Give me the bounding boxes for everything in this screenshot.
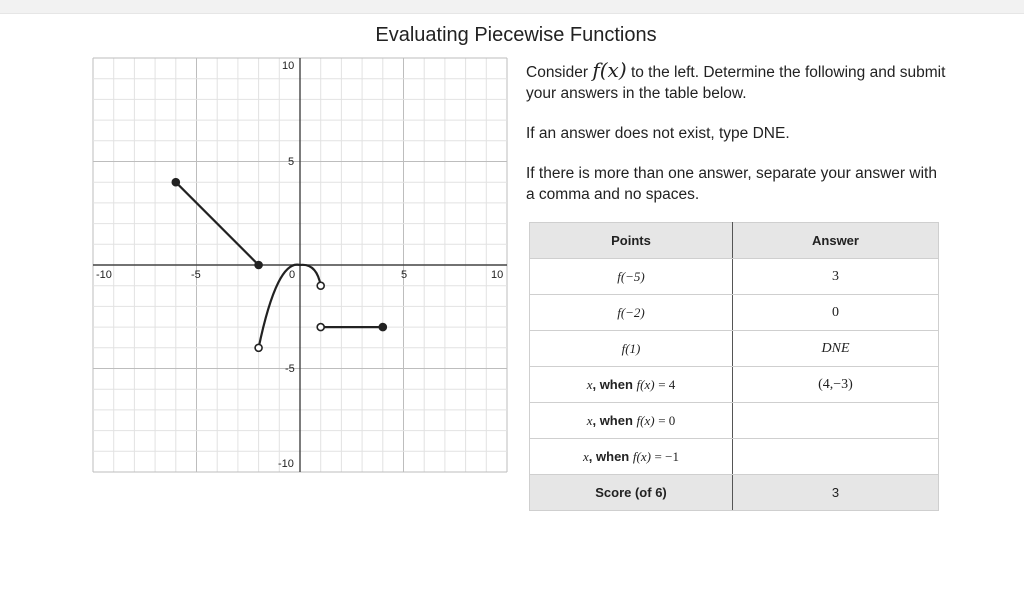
x-tick-label: 10: [491, 269, 504, 281]
point-expression: x, when f(x) = 0: [530, 403, 733, 439]
y-tick-label: -10: [278, 458, 294, 470]
closed-endpoint: [379, 324, 386, 331]
x-tick-label: 0: [289, 269, 296, 281]
answer-cell[interactable]: [733, 403, 939, 439]
instructions-line-2: If an answer does not exist, type DNE.: [526, 125, 790, 142]
score-value: 3: [733, 475, 939, 511]
answer-cell[interactable]: (4,−3): [733, 367, 939, 403]
point-expression: f(1): [530, 331, 733, 367]
point-expression: f(−5): [530, 259, 733, 295]
top-bar: [0, 0, 1024, 14]
x-tick-label: -10: [96, 269, 112, 281]
answer-column-header: Answer: [733, 223, 939, 259]
answer-cell[interactable]: 3: [733, 259, 939, 295]
table-row: [530, 367, 939, 403]
y-tick-label: -5: [285, 363, 295, 375]
point-expression: f(−2): [530, 295, 733, 331]
answer-cell[interactable]: [733, 439, 939, 475]
point-expression: x, when f(x) = −1: [530, 439, 733, 475]
y-tick-label: 5: [288, 156, 295, 168]
points-column-header: Points: [530, 223, 733, 259]
table-row: [530, 331, 939, 367]
table-header-row: [530, 223, 939, 259]
open-endpoint: [317, 282, 324, 289]
closed-endpoint: [172, 179, 179, 186]
y-tick-label: 10: [282, 60, 295, 72]
page-title: Evaluating Piecewise Functions: [375, 24, 657, 46]
point-expression: x, when f(x) = 4: [530, 367, 733, 403]
answer-cell[interactable]: DNE: [733, 331, 939, 367]
open-endpoint: [317, 324, 324, 331]
open-endpoint: [255, 344, 262, 351]
closed-endpoint: [255, 262, 262, 269]
instructions-line-3: If there is more than one answer, separate your answer with a comma and no spaces.: [526, 165, 937, 203]
x-tick-label: 5: [401, 269, 408, 281]
instructions-line-1: Consider f(x) to the left. Determine the following and submit your answers in the table below.: [526, 58, 946, 102]
table-row: [530, 259, 939, 295]
table-row: [530, 439, 939, 475]
score-label: Score (of 6): [530, 475, 733, 511]
answer-cell[interactable]: 0: [733, 295, 939, 331]
function-name: f(x): [592, 58, 627, 82]
answer-table: [529, 222, 939, 511]
score-row: [530, 475, 939, 511]
table-row: [530, 403, 939, 439]
instructions: [526, 60, 946, 224]
table-row: [530, 295, 939, 331]
x-tick-label: -5: [191, 269, 201, 281]
function-graph: [92, 57, 512, 477]
